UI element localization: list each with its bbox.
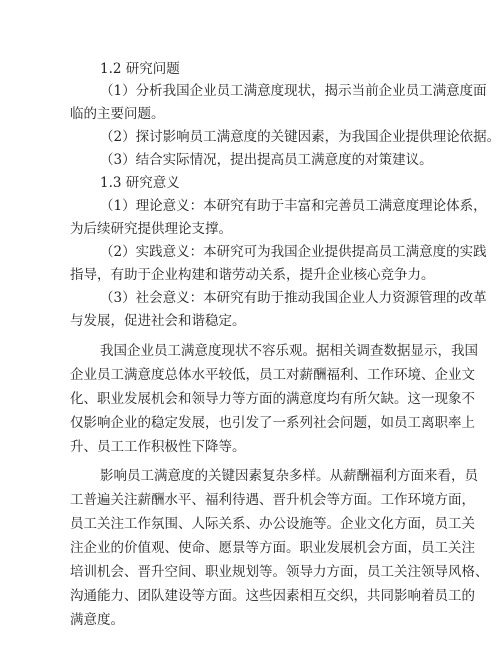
significance-3-line-1: （3）社会意义：本研究有助于推动我国企业人力资源管理的改革 bbox=[100, 290, 487, 306]
factors-paragraph-line: 工普遍关注薪酬水平、福利待遇、晋升机会等方面。工作环境方面， bbox=[70, 492, 475, 508]
significance-3-line-2: 与发展，促进社会和谐稳定。 bbox=[70, 313, 246, 329]
significance-1-line-2: 为后续研究提供理论支撑。 bbox=[70, 221, 232, 237]
research-question-3: （3）结合实际情况，提出提高员工满意度的对策建议。 bbox=[100, 152, 433, 168]
significance-2-line-1: （2）实践意义：本研究可为我国企业提供提高员工满意度的实践 bbox=[100, 244, 487, 260]
status-paragraph-line: 我国企业员工满意度现状不容乐观。据相关调查数据显示，我国 bbox=[100, 343, 478, 359]
factors-paragraph-line: 员工关注工作氛围、人际关系、办公设施等。企业文化方面，员工关 bbox=[70, 516, 475, 532]
factors-paragraph-line: 培训机会、晋升空间、职业规划等。领导力方面，员工关注领导风格、 bbox=[70, 564, 489, 580]
factors-paragraph-line: 满意度。 bbox=[70, 612, 124, 628]
status-paragraph-line: 仅影响企业的稳定发展，也引发了一系列社会问题，如员工离职率上 bbox=[70, 415, 475, 431]
research-question-1-line-2: 临的主要问题。 bbox=[70, 106, 165, 122]
significance-2-line-2: 指导，有助于企业构建和谐劳动关系，提升企业核心竞争力。 bbox=[70, 267, 435, 283]
factors-paragraph-line: 沟通能力、团队建设等方面。这些因素相互交织，共同影响着员工的 bbox=[70, 588, 475, 604]
section-heading-1-2: 1.2 研究问题 bbox=[100, 61, 180, 77]
factors-paragraph-line: 注企业的价值观、使命、愿景等方面。职业发展机会方面，员工关注 bbox=[70, 540, 475, 556]
status-paragraph-line: 升、员工工作积极性下降等。 bbox=[70, 439, 246, 455]
factors-paragraph-line: 影响员工满意度的关键因素复杂多样。从薪酬福利方面来看，员 bbox=[100, 468, 478, 484]
research-question-1-line-1: （1）分析我国企业员工满意度现状，揭示当前企业员工满意度面 bbox=[100, 83, 487, 99]
section-heading-1-3: 1.3 研究意义 bbox=[100, 175, 180, 191]
status-paragraph-line: 化、职业发展机会和领导力等方面的满意度均有所欠缺。这一现象不 bbox=[70, 391, 475, 407]
significance-1-line-1: （1）理论意义：本研究有助于丰富和完善员工满意度理论体系， bbox=[100, 198, 487, 214]
research-question-2: （2）探讨影响员工满意度的关键因素，为我国企业提供理论依据。 bbox=[100, 129, 500, 145]
status-paragraph-line: 企业员工满意度总体水平较低，员工对薪酬福利、工作环境、企业文 bbox=[70, 367, 475, 383]
